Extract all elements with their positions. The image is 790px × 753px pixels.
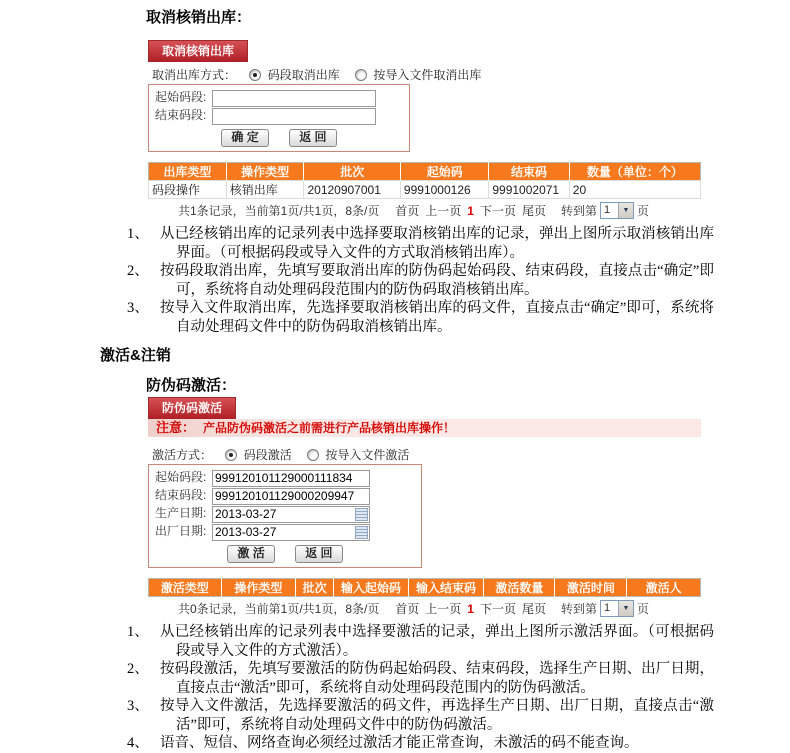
column-header: 激活数量 <box>484 579 555 597</box>
factory-date-input[interactable] <box>212 524 370 541</box>
page-select-value: 1 <box>603 602 611 614</box>
column-header: 出库类型 <box>149 163 227 181</box>
goto-suffix: 页 <box>636 204 649 218</box>
step-item <box>100 660 714 697</box>
pager-next[interactable]: 下一页 <box>479 602 516 616</box>
radio-label: 按导入文件激活 <box>325 448 410 462</box>
back-button[interactable]: 返 回 <box>289 129 336 147</box>
radio-label: 码段取消出库 <box>267 68 340 82</box>
pager-first[interactable]: 首页 <box>395 204 420 218</box>
step-number: 3、 <box>127 300 149 316</box>
input-wrap <box>212 469 370 487</box>
step-item <box>100 262 714 299</box>
field-label: 起始码段: <box>155 470 207 484</box>
step-text: 按导入文件取消出库，先选择要取消核销出库的码文件，直接点击“确定”即可，系统将自动处理码文件中的防伪码取消核销出库。 <box>160 300 714 335</box>
button-row <box>149 544 421 563</box>
step-item <box>100 697 714 734</box>
input-wrap <box>212 107 376 125</box>
pagination-bar <box>148 597 701 617</box>
input-wrap <box>212 523 370 541</box>
tab-row <box>148 40 701 62</box>
calendar-icon[interactable] <box>355 508 368 521</box>
page-select-value: 1 <box>603 204 611 216</box>
goto-page-group <box>561 600 649 617</box>
pager-current-page: 1 <box>467 601 474 616</box>
pager-next[interactable]: 下一页 <box>479 204 516 218</box>
activation-screenshot <box>148 397 701 617</box>
pagination-bar <box>148 199 701 219</box>
pager-current-page: 1 <box>467 203 474 218</box>
column-header: 批次 <box>304 163 400 181</box>
radio-code-segment-activate[interactable] <box>225 449 237 461</box>
step-item <box>100 225 714 262</box>
radio-code-segment-cancel[interactable] <box>249 69 261 81</box>
column-header: 操作类型 <box>226 163 304 181</box>
table-cell: 9991000126 <box>400 181 488 199</box>
activation-mode-label: 激活方式： <box>152 448 213 462</box>
column-header: 输入结束码 <box>408 579 484 597</box>
pager-prev[interactable]: 上一页 <box>425 602 462 616</box>
form-field-row <box>155 487 421 504</box>
activation-form <box>148 464 422 568</box>
form-field-row <box>155 523 421 540</box>
radio-import-file-activate[interactable] <box>307 449 319 461</box>
column-header: 激活类型 <box>149 579 222 597</box>
step-item <box>100 734 714 753</box>
table-cell: 20120907001 <box>304 181 400 199</box>
cancel-mode-label: 取消出库方式： <box>152 68 237 82</box>
field-label: 起始码段: <box>155 90 207 104</box>
field-label: 结束码段: <box>155 108 207 122</box>
table-cell: 9991002071 <box>489 181 569 199</box>
section1-title: 取消核销出库： <box>146 9 252 26</box>
column-header: 激活时间 <box>555 579 627 597</box>
button-row <box>149 128 409 147</box>
end-code-input[interactable] <box>212 108 376 125</box>
activation-mode-row <box>152 446 701 461</box>
pager-first[interactable]: 首页 <box>395 602 420 616</box>
chevron-down-icon: ▼ <box>618 203 633 218</box>
section2-title: 防伪码激活： <box>146 377 237 394</box>
form-field-row <box>155 107 409 124</box>
table-row[interactable] <box>149 181 701 199</box>
step-number: 4、 <box>127 735 149 751</box>
column-header: 起始码 <box>400 163 488 181</box>
column-header: 数量（单位：个） <box>569 163 700 181</box>
form-field-row <box>155 505 421 522</box>
input-wrap <box>212 487 370 505</box>
cancel-outbound-table <box>148 162 701 199</box>
production-date-input[interactable] <box>212 506 370 523</box>
step-item <box>100 299 714 336</box>
column-header: 结束码 <box>489 163 569 181</box>
tab-row <box>148 397 701 419</box>
table-cell: 20 <box>569 181 700 199</box>
activation-instructions-list <box>100 623 714 753</box>
step-number: 2、 <box>127 263 149 279</box>
goto-page-group <box>561 202 649 219</box>
step-number: 3、 <box>127 698 149 714</box>
table-cell: 码段操作 <box>149 181 227 199</box>
page-select[interactable] <box>600 600 634 617</box>
activation-table <box>148 578 701 597</box>
confirm-button[interactable]: 确 定 <box>221 129 268 147</box>
step-number: 2、 <box>127 661 149 677</box>
end-code-input[interactable] <box>212 488 370 505</box>
pager-prev[interactable]: 上一页 <box>425 204 462 218</box>
start-code-input[interactable] <box>212 470 370 487</box>
activation-tab[interactable]: 防伪码激活 <box>148 397 236 419</box>
step-item <box>100 623 714 660</box>
goto-label: 转到第 <box>560 204 597 218</box>
step-text: 按导入文件激活，先选择要激活的码文件，再选择生产日期、出厂日期，直接点击“激活”即可，系统将自动处理码文件中的防伪码激活。 <box>160 698 714 733</box>
pager-last[interactable]: 尾页 <box>521 602 546 616</box>
step-number: 1、 <box>127 226 149 242</box>
page-select[interactable] <box>600 202 634 219</box>
input-wrap <box>212 505 370 523</box>
column-header: 输入起始码 <box>334 579 409 597</box>
step-text: 按码段取消出库，先填写要取消出库的防伪码起始码段、结束码段，直接点击“确定”即可，系统将自动处理码段范围内的防伪码取消核销出库。 <box>160 263 714 298</box>
cancel-form <box>148 84 410 152</box>
cancel-writeoff-screenshot <box>148 40 701 219</box>
notice-bar <box>148 419 701 437</box>
notice-text: 产品防伪码激活之前需进行产品核销出库操作！ <box>203 421 456 435</box>
form-field-row <box>155 469 421 486</box>
start-code-input[interactable] <box>212 90 376 107</box>
goto-suffix: 页 <box>636 602 649 616</box>
record-summary: 共0条记录，当前第1页/共1页，8条/页 <box>178 602 380 616</box>
table-cell: 核销出库 <box>226 181 304 199</box>
cancel-mode-row <box>152 66 701 81</box>
notice-label: 注意： <box>156 420 196 435</box>
field-label: 生产日期: <box>155 506 207 520</box>
column-header: 激活人 <box>627 579 701 597</box>
goto-label: 转到第 <box>560 602 597 616</box>
cancel-writeoff-tab[interactable]: 取消核销出库 <box>148 40 248 62</box>
chevron-down-icon: ▼ <box>618 601 633 616</box>
step-text: 语音、短信、网络查询必须经过激活才能正常查询，未激活的码不能查询。 <box>160 735 639 751</box>
column-header: 操作类型 <box>221 579 296 597</box>
radio-import-file-cancel[interactable] <box>355 69 367 81</box>
calendar-icon[interactable] <box>355 526 368 539</box>
step-number: 1、 <box>127 624 149 640</box>
step-text: 按码段激活，先填写要激活的防伪码起始码段、结束码段，选择生产日期、出厂日期，直接点击“激活”即可，系统将自动处理码段范围内的防伪码激活。 <box>160 661 714 696</box>
step-text: 从已经核销出库的记录列表中选择要激活的记录，弹出上图所示激活界面。（可根据码段或导入文件的方式激活）。 <box>160 624 714 659</box>
record-summary: 共1条记录，当前第1页/共1页，8条/页 <box>178 204 380 218</box>
field-label: 结束码段: <box>155 488 207 502</box>
field-label: 出厂日期: <box>155 524 207 538</box>
radio-label: 码段激活 <box>243 448 292 462</box>
activation-group-heading: 激活&注销 <box>100 347 171 364</box>
back-button[interactable]: 返 回 <box>295 545 342 563</box>
step-text: 从已经核销出库的记录列表中选择要取消核销出库的记录，弹出上图所示取消核销出库界面。（可根据码段或导入文件的方式取消核销出库）。 <box>160 226 714 261</box>
activate-button[interactable]: 激 活 <box>227 545 274 563</box>
cancel-instructions-list <box>100 225 714 336</box>
pager-last[interactable]: 尾页 <box>521 204 546 218</box>
column-header: 批次 <box>296 579 334 597</box>
input-wrap <box>212 89 376 107</box>
form-field-row <box>155 89 409 106</box>
radio-label: 按导入文件取消出库 <box>373 68 482 82</box>
